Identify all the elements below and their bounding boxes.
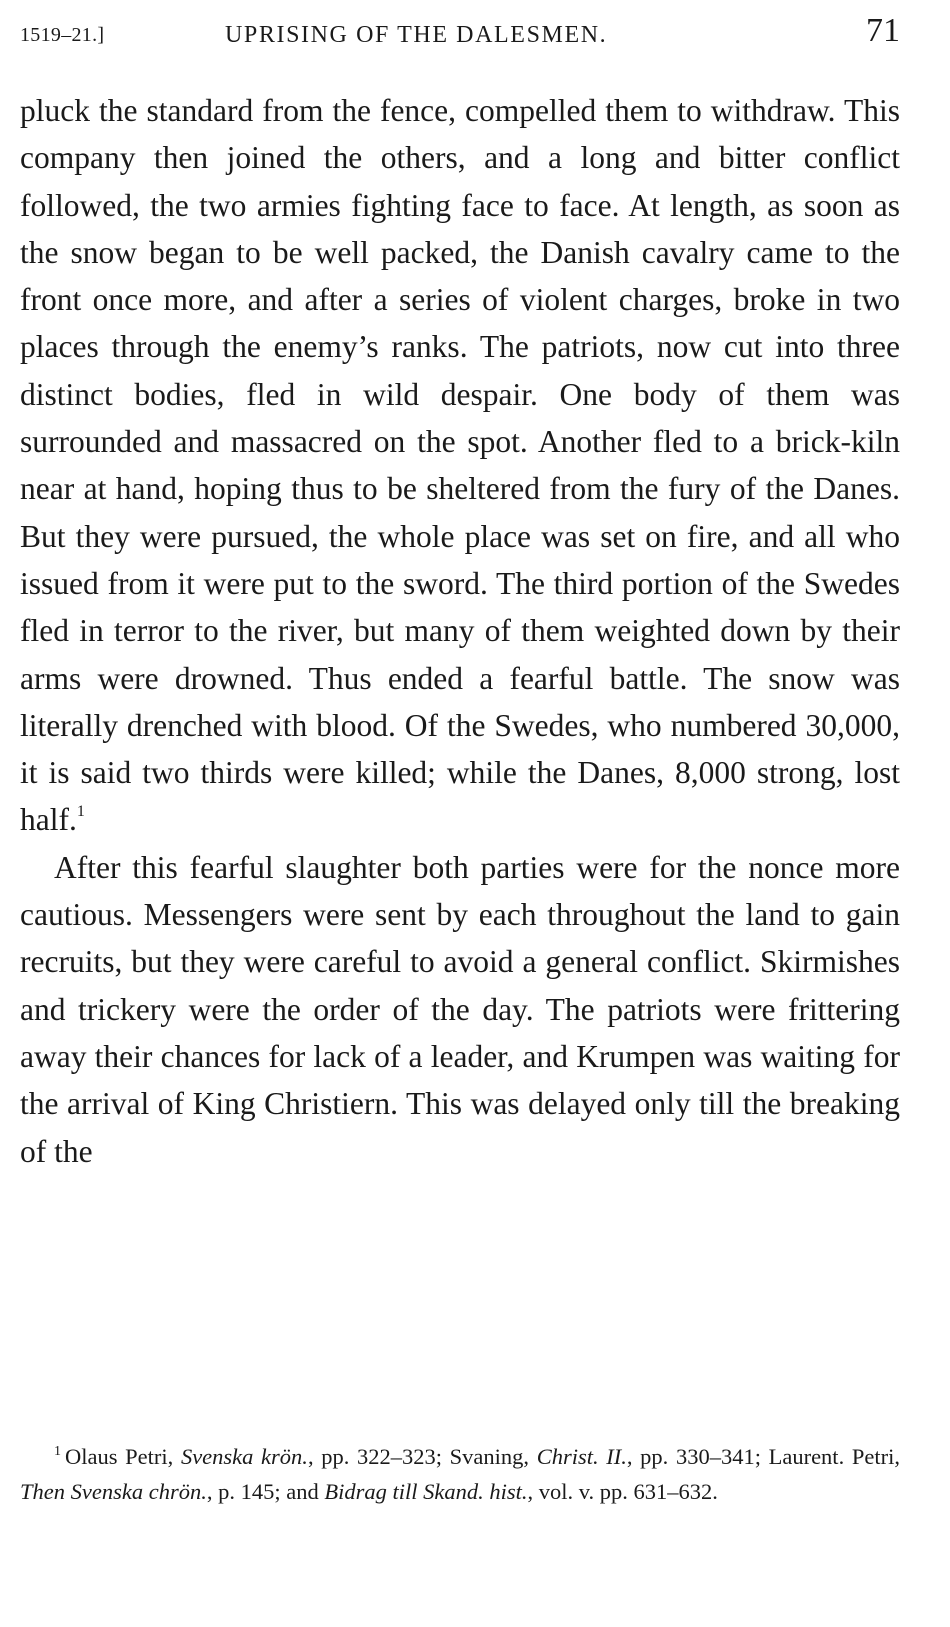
footnote-text-3: , pp. 330–341; Laurent. Petri,: [626, 1444, 900, 1469]
paragraph-2: After this fearful slaughter both parties were for the nonce more cautious. Messengers were sent by each throughout the land to gain recruits, but they were careful to avoid a general conflict. Skirmishes and trickery were the order of the day. The patriots were frittering away their chances for lack of a leader, and Krumpen was waiting for the arrival of King Christiern. This was delayed only till the breaking of the: [20, 849, 900, 1169]
running-head-dates: 1519–21.]: [20, 24, 105, 46]
footnote-text-2: , pp. 322–323; Svaning,: [307, 1444, 537, 1469]
page-number: 71: [866, 12, 900, 49]
footnote-work-4: Bidrag till Skand. hist.: [324, 1478, 528, 1504]
footnote: [20, 1440, 900, 1509]
paragraph-1-text: pluck the standard from the fence, compelled them to withdraw. This company then joined the others, and a long and bitter conflict followed, the two armies fighting face to face. At length, as soon as the snow began to be well packed, the Danish cavalry came to the front once more, and after a series of violent charges, broke in two places through the enemy’s ranks. The patriots, now cut into three distinct bodies, fled in wild despair. One body of them was surrounded and massacred on the spot. Another fled to a brick-kiln near at hand, hoping thus to be sheltered from the fury of the Danes. But they were pursued, the whole place was set on fire, and all who issued from it were put to the sword. The third portion of the Swedes fled in terror to the river, but many of them weighted down by their arms were drowned. Thus ended a fearful battle. The snow was literally drenched with blood. Of the Swedes, who numbered 30,000, it is said two thirds were killed; while the Danes, 8,000 strong, lost half.: [20, 93, 900, 838]
body-text: [20, 87, 900, 1175]
running-head-title: UPRISING OF THE DALESMEN.: [225, 22, 608, 48]
footnote-work-1: Svenska krön.: [180, 1444, 308, 1469]
footnote-reference: 1: [76, 803, 85, 821]
footnote-text-5: , vol. v. pp. 631–632.: [527, 1478, 718, 1504]
footnote-mark: 1: [54, 1444, 61, 1459]
book-page: [20, 0, 900, 1627]
footnote-text-1: Olaus Petri,: [65, 1444, 181, 1469]
footnote-work-3: Then Svenska chrön.: [20, 1478, 207, 1504]
running-head: [20, 10, 900, 60]
paragraph-continued: [20, 87, 900, 844]
footnote-text-4: , p. 145; and: [206, 1478, 325, 1504]
footnote-work-2: Christ. II.: [536, 1444, 627, 1469]
